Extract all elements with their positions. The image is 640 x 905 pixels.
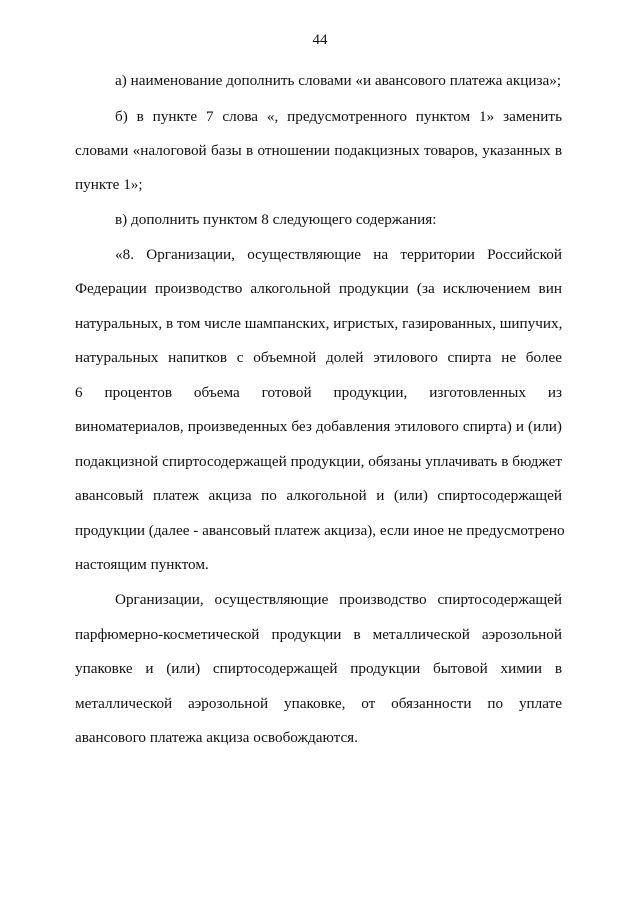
paragraph-b-line-1: б) в пункте 7 слова «, предусмотренного пунктом 1» заменить (115, 108, 562, 125)
clause-8-line-3: натуральных, в том числе шампанских, игристых, газированных, шипучих, (75, 315, 563, 332)
clause-8-line-9: продукции (далее - авансовый платеж акциза), если иное не предусмотрено (75, 522, 565, 539)
exemption-line-3: упаковке и (или) спиртосодержащей продукции бытовой химии в (75, 660, 562, 677)
page-number: 44 (312, 32, 328, 48)
clause-8-line-6: виноматериалов, произведенных без добавления этилового спирта) и (или) (75, 418, 562, 435)
clause-8-line-1: «8. Организации, осуществляющие на территории Российской (115, 246, 562, 263)
exemption-line-5: авансового платежа акциза освобождаются. (75, 729, 358, 746)
clause-8-line-4: натуральных напитков с объемной долей этилового спирта не более (75, 349, 562, 366)
clause-8-line-2: Федерации производство алкогольной продукции (за исключением вин (75, 280, 562, 297)
clause-8-line-10: настоящим пунктом. (75, 556, 209, 573)
paragraph-b-line-3: пункте 1»; (75, 176, 143, 193)
exemption-line-1: Организации, осуществляющие производство спиртосодержащей (115, 591, 562, 608)
paragraph-b-line-2: словами «налоговой базы в отношении подакцизных товаров, указанных в (75, 142, 562, 159)
paragraph-v-line-1: в) дополнить пунктом 8 следующего содержания: (115, 211, 437, 228)
clause-8-line-7: подакцизной спиртосодержащей продукции, обязаны уплачивать в бюджет (75, 453, 562, 470)
clause-8-line-5: 6 процентов объема готовой продукции, изготовленных из (75, 384, 562, 401)
clause-8-line-8: авансовый платеж акциза по алкогольной и (или) спиртосодержащей (75, 487, 562, 504)
exemption-line-4: металлической аэрозольной упаковке, от обязанности по уплате (75, 695, 562, 712)
exemption-line-2: парфюмерно-косметической продукции в металлической аэрозольной (75, 626, 562, 643)
paragraph-a-line-1: а) наименование дополнить словами «и авансового платежа акциза»; (115, 72, 562, 89)
